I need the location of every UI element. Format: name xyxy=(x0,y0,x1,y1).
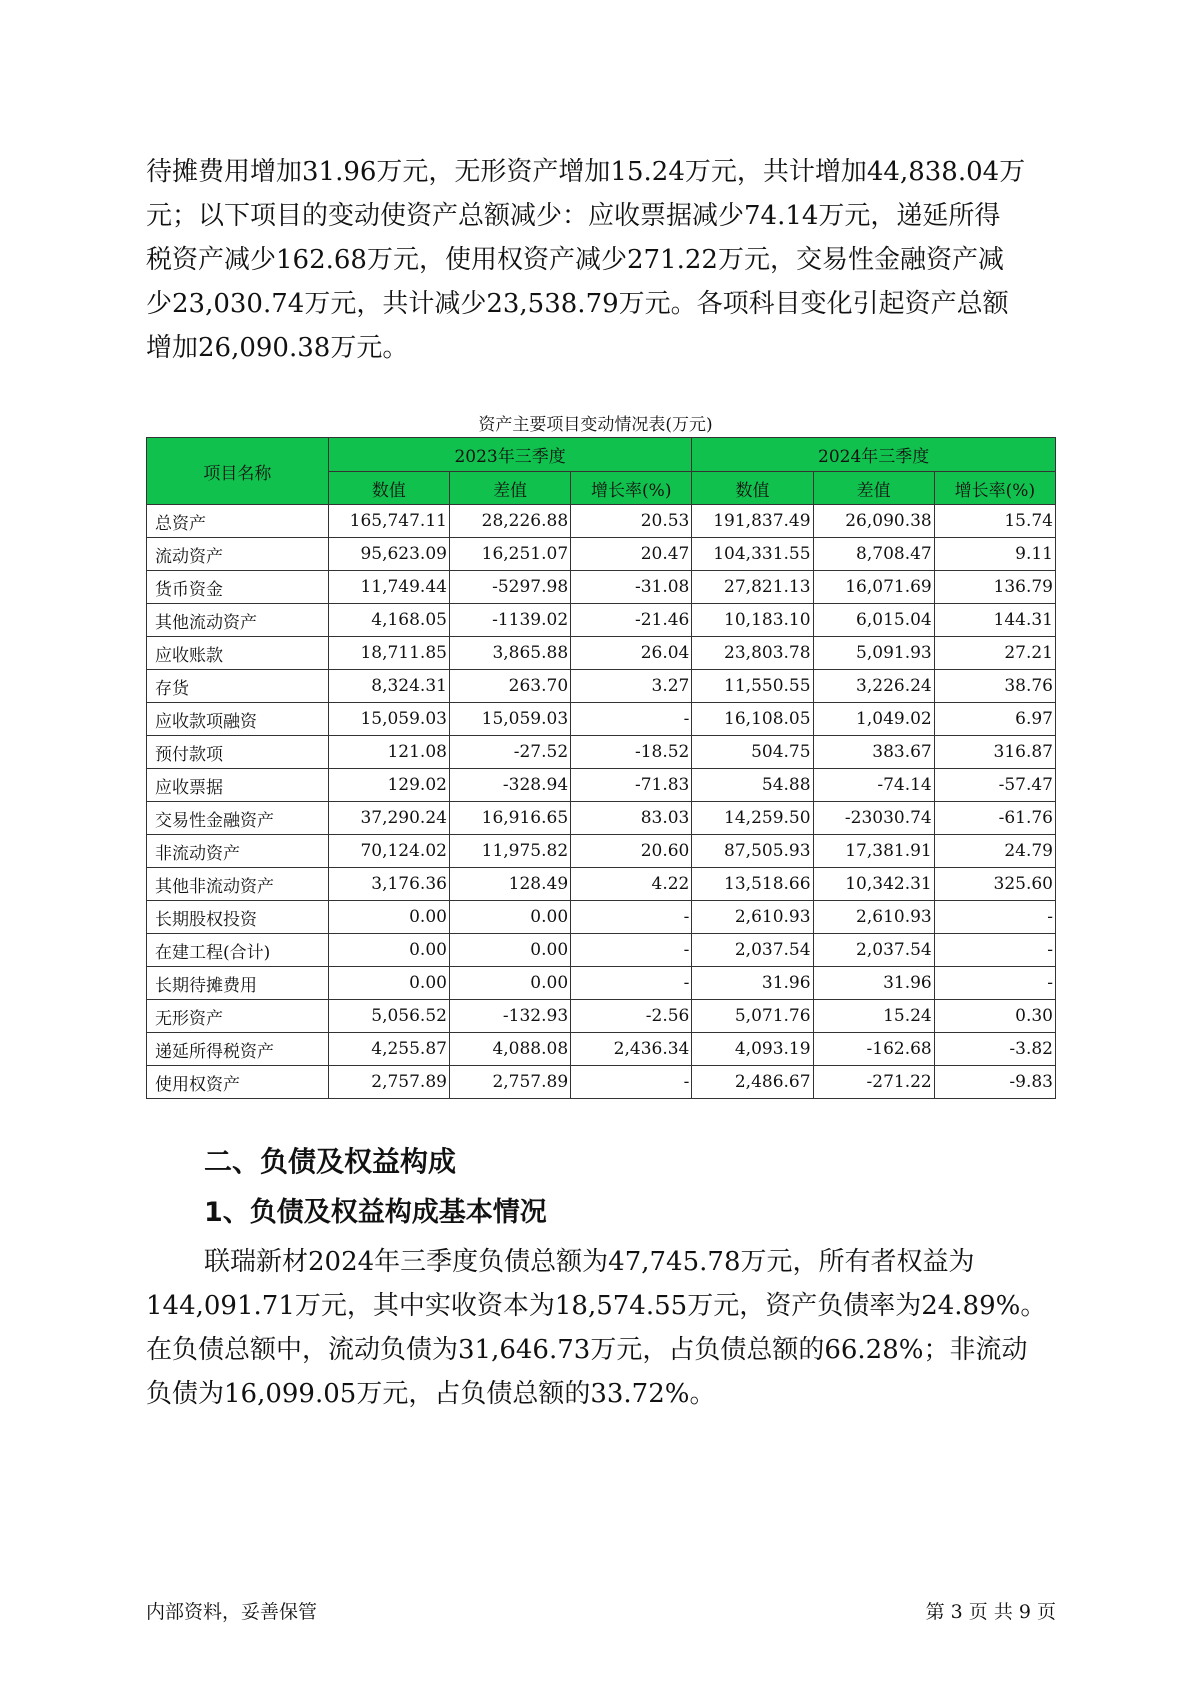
table-cell: 144.31 xyxy=(934,604,1055,637)
table-cell: 4.22 xyxy=(571,868,692,901)
table-row xyxy=(147,967,1056,1000)
table-cell: -27.52 xyxy=(449,736,570,769)
table-cell: - xyxy=(934,967,1055,1000)
table-cell: 26.04 xyxy=(571,637,692,670)
table-cell: - xyxy=(934,934,1055,967)
table-cell: 3,865.88 xyxy=(449,637,570,670)
body-line: 联瑞新材2024年三季度负债总额为47,745.78万元，所有者权益为 xyxy=(204,1247,975,1277)
row-label: 其他流动资产 xyxy=(147,604,329,637)
table-cell: 165,747.11 xyxy=(328,505,449,538)
table-cell: 83.03 xyxy=(571,802,692,835)
table-cell: - xyxy=(571,1066,692,1099)
table-cell: 121.08 xyxy=(328,736,449,769)
table-row xyxy=(147,571,1056,604)
table-cell: 191,837.49 xyxy=(692,505,813,538)
table-cell: 8,708.47 xyxy=(813,538,934,571)
table-cell: 6.97 xyxy=(934,703,1055,736)
table-row xyxy=(147,1066,1056,1099)
row-label: 存货 xyxy=(147,670,329,703)
table-cell: 4,093.19 xyxy=(692,1033,813,1066)
table-cell: - xyxy=(571,901,692,934)
table-cell: 5,056.52 xyxy=(328,1000,449,1033)
row-label: 应收款项融资 xyxy=(147,703,329,736)
table-cell: -1139.02 xyxy=(449,604,570,637)
table-cell: 2,757.89 xyxy=(328,1066,449,1099)
table-cell: 504.75 xyxy=(692,736,813,769)
table-cell: -132.93 xyxy=(449,1000,570,1033)
header-diff: 差值 xyxy=(449,472,570,505)
table-cell: -9.83 xyxy=(934,1066,1055,1099)
table-cell: 4,168.05 xyxy=(328,604,449,637)
table-cell: -61.76 xyxy=(934,802,1055,835)
table-cell: 2,610.93 xyxy=(692,901,813,934)
table-cell: 24.79 xyxy=(934,835,1055,868)
row-label: 非流动资产 xyxy=(147,835,329,868)
table-cell: 15.74 xyxy=(934,505,1055,538)
table-cell: -18.52 xyxy=(571,736,692,769)
table-cell: -5297.98 xyxy=(449,571,570,604)
table-cell: 20.53 xyxy=(571,505,692,538)
table-cell: 104,331.55 xyxy=(692,538,813,571)
table-cell: -2.56 xyxy=(571,1000,692,1033)
table-cell: 31.96 xyxy=(813,967,934,1000)
row-label: 无形资产 xyxy=(147,1000,329,1033)
footer-confidential: 内部资料，妥善保管 xyxy=(146,1601,318,1623)
table-cell: 129.02 xyxy=(328,769,449,802)
table-cell: 20.60 xyxy=(571,835,692,868)
table-cell: 128.49 xyxy=(449,868,570,901)
table-cell: 26,090.38 xyxy=(813,505,934,538)
table-cell: 10,183.10 xyxy=(692,604,813,637)
table-cell: 15.24 xyxy=(813,1000,934,1033)
table-cell: 8,324.31 xyxy=(328,670,449,703)
row-label: 应收账款 xyxy=(147,637,329,670)
row-label: 交易性金融资产 xyxy=(147,802,329,835)
table-cell: 31.96 xyxy=(692,967,813,1000)
table-row xyxy=(147,1000,1056,1033)
table-cell: 38.76 xyxy=(934,670,1055,703)
body-line: 144,091.71万元，其中实收资本为18,574.55万元，资产负债率为24.89%。 xyxy=(146,1291,1047,1321)
table-cell: 16,916.65 xyxy=(449,802,570,835)
table-cell: 2,436.34 xyxy=(571,1033,692,1066)
table-cell: 0.00 xyxy=(328,967,449,1000)
table-cell: 4,255.87 xyxy=(328,1033,449,1066)
table-cell: 2,486.67 xyxy=(692,1066,813,1099)
table-cell: 11,975.82 xyxy=(449,835,570,868)
intro-line: 元；以下项目的变动使资产总额减少：应收票据减少74.14万元，递延所得 xyxy=(146,201,1001,231)
table-cell: - xyxy=(934,901,1055,934)
table-row xyxy=(147,538,1056,571)
table-cell: 0.00 xyxy=(328,901,449,934)
table-cell: 263.70 xyxy=(449,670,570,703)
header-growth: 增长率(%) xyxy=(571,472,692,505)
header-period-2023: 2023年三季度 xyxy=(328,438,692,472)
intro-line: 少23,030.74万元，共计减少23,538.79万元。各项科目变化引起资产总额 xyxy=(146,289,1009,319)
table-cell: 70,124.02 xyxy=(328,835,449,868)
table-cell: 37,290.24 xyxy=(328,802,449,835)
table-row xyxy=(147,802,1056,835)
body-paragraph xyxy=(146,1240,1056,1416)
section-title: 二、负债及权益构成 xyxy=(204,1145,457,1178)
intro-line: 增加26,090.38万元。 xyxy=(146,333,409,363)
table-cell: 0.00 xyxy=(449,901,570,934)
table-cell: 2,757.89 xyxy=(449,1066,570,1099)
table-cell: 17,381.91 xyxy=(813,835,934,868)
table-cell: 383.67 xyxy=(813,736,934,769)
table-cell: 3,226.24 xyxy=(813,670,934,703)
intro-line: 待摊费用增加31.96万元，无形资产增加15.24万元，共计增加44,838.04万 xyxy=(146,157,1026,187)
row-label: 流动资产 xyxy=(147,538,329,571)
table-cell: -271.22 xyxy=(813,1066,934,1099)
table-row xyxy=(147,604,1056,637)
table-cell: 11,550.55 xyxy=(692,670,813,703)
table-row xyxy=(147,934,1056,967)
table-row xyxy=(147,670,1056,703)
row-label: 递延所得税资产 xyxy=(147,1033,329,1066)
asset-change-table xyxy=(146,437,1056,1099)
row-label: 在建工程(合计) xyxy=(147,934,329,967)
row-label: 货币资金 xyxy=(147,571,329,604)
table-row xyxy=(147,1033,1056,1066)
table-row xyxy=(147,901,1056,934)
table-cell: 5,091.93 xyxy=(813,637,934,670)
table-cell: -31.08 xyxy=(571,571,692,604)
table-cell: -328.94 xyxy=(449,769,570,802)
table-cell: 9.11 xyxy=(934,538,1055,571)
table-cell: 136.79 xyxy=(934,571,1055,604)
table-cell: 16,108.05 xyxy=(692,703,813,736)
subsection-title: 1、负债及权益构成基本情况 xyxy=(204,1197,547,1228)
table-row xyxy=(147,703,1056,736)
table-cell: 28,226.88 xyxy=(449,505,570,538)
table-cell: 23,803.78 xyxy=(692,637,813,670)
table-cell: 20.47 xyxy=(571,538,692,571)
header-period-2024: 2024年三季度 xyxy=(692,438,1056,472)
header-item-name: 项目名称 xyxy=(147,438,329,505)
table-cell: 316.87 xyxy=(934,736,1055,769)
intro-paragraph xyxy=(146,150,1056,370)
table-cell: 6,015.04 xyxy=(813,604,934,637)
row-label: 应收票据 xyxy=(147,769,329,802)
table-cell: 0.00 xyxy=(449,934,570,967)
table-cell: 54.88 xyxy=(692,769,813,802)
table-cell: 16,071.69 xyxy=(813,571,934,604)
table-cell: 0.00 xyxy=(328,934,449,967)
table-row xyxy=(147,835,1056,868)
row-label: 长期待摊费用 xyxy=(147,967,329,1000)
table-cell: 16,251.07 xyxy=(449,538,570,571)
table-cell: 2,610.93 xyxy=(813,901,934,934)
table-cell: 325.60 xyxy=(934,868,1055,901)
table-cell: 0.30 xyxy=(934,1000,1055,1033)
table-cell: 10,342.31 xyxy=(813,868,934,901)
table-cell: -162.68 xyxy=(813,1033,934,1066)
body-line: 在负债总额中，流动负债为31,646.73万元，占负债总额的66.28%；非流动 xyxy=(146,1335,1028,1365)
table-cell: - xyxy=(571,703,692,736)
table-cell: 87,505.93 xyxy=(692,835,813,868)
table-cell: 4,088.08 xyxy=(449,1033,570,1066)
table-row xyxy=(147,868,1056,901)
header-value: 数值 xyxy=(328,472,449,505)
row-label: 长期股权投资 xyxy=(147,901,329,934)
table-cell: 15,059.03 xyxy=(449,703,570,736)
table-cell: -23030.74 xyxy=(813,802,934,835)
row-label: 预付款项 xyxy=(147,736,329,769)
footer-page-number: 第 3 页 共 9 页 xyxy=(925,1601,1056,1623)
table-cell: - xyxy=(571,967,692,1000)
table-cell: -3.82 xyxy=(934,1033,1055,1066)
table-cell: 11,749.44 xyxy=(328,571,449,604)
table-cell: 3,176.36 xyxy=(328,868,449,901)
table-row xyxy=(147,505,1056,538)
table-cell: -71.83 xyxy=(571,769,692,802)
table-cell: - xyxy=(571,934,692,967)
table-cell: 3.27 xyxy=(571,670,692,703)
table-row xyxy=(147,637,1056,670)
table-cell: 13,518.66 xyxy=(692,868,813,901)
table-cell: -74.14 xyxy=(813,769,934,802)
table-cell: 5,071.76 xyxy=(692,1000,813,1033)
table-cell: 2,037.54 xyxy=(813,934,934,967)
table-cell: 27,821.13 xyxy=(692,571,813,604)
row-label: 使用权资产 xyxy=(147,1066,329,1099)
table-caption: 资产主要项目变动情况表(万元) xyxy=(478,415,713,435)
table-cell: -57.47 xyxy=(934,769,1055,802)
table-cell: 95,623.09 xyxy=(328,538,449,571)
header-growth: 增长率(%) xyxy=(934,472,1055,505)
table-cell: 27.21 xyxy=(934,637,1055,670)
table-cell: 14,259.50 xyxy=(692,802,813,835)
intro-line: 税资产减少162.68万元，使用权资产减少271.22万元，交易性金融资产减 xyxy=(146,245,1004,275)
row-label: 总资产 xyxy=(147,505,329,538)
header-diff: 差值 xyxy=(813,472,934,505)
table-cell: 2,037.54 xyxy=(692,934,813,967)
row-label: 其他非流动资产 xyxy=(147,868,329,901)
table-cell: 1,049.02 xyxy=(813,703,934,736)
header-value: 数值 xyxy=(692,472,813,505)
table-cell: 15,059.03 xyxy=(328,703,449,736)
table-row xyxy=(147,736,1056,769)
table-cell: -21.46 xyxy=(571,604,692,637)
table-cell: 18,711.85 xyxy=(328,637,449,670)
body-line: 负债为16,099.05万元，占负债总额的33.72%。 xyxy=(146,1379,716,1409)
table-row xyxy=(147,769,1056,802)
table-cell: 0.00 xyxy=(449,967,570,1000)
